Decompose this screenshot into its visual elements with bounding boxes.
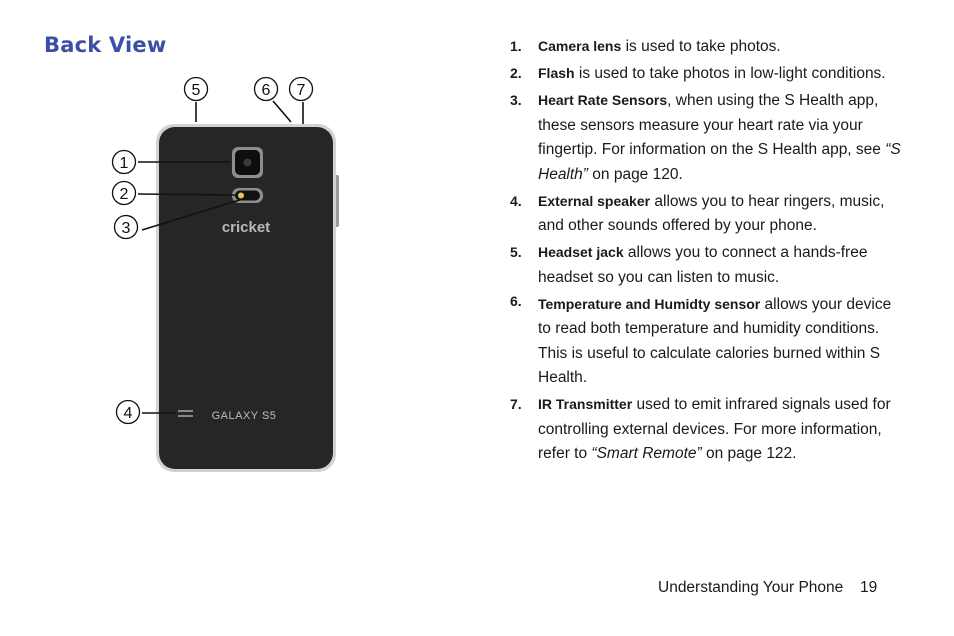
- item-number: 5.: [510, 244, 522, 260]
- flash: [238, 193, 244, 199]
- callout-6: [255, 78, 278, 101]
- item-text-after: on page 120.: [587, 165, 683, 183]
- item-number: 4.: [510, 192, 522, 209]
- leader-line-6: [273, 101, 291, 122]
- item-number: 7.: [510, 396, 522, 412]
- svg-text:4: 4: [123, 405, 133, 422]
- item-term: IR Transmitter: [538, 396, 633, 412]
- list-item: [506, 88, 906, 187]
- item-text: allows your device to read both temperature and humidity conditions. This is useful to calculate calories burned within S Health.: [538, 295, 892, 386]
- callout-5: [185, 78, 208, 101]
- item-term: Camera lens: [538, 38, 622, 54]
- item-text: allows you to hear ringers, music, and other sounds offered by your phone.: [538, 192, 885, 234]
- item-number: 3.: [510, 92, 522, 108]
- footer-page-number: 19: [860, 579, 878, 596]
- item-term: Heart Rate Sensors: [538, 92, 668, 108]
- component-list: [506, 34, 906, 468]
- page-title: Back View: [44, 33, 167, 57]
- item-term: Headset jack: [538, 244, 624, 260]
- item-text: , when using the S Health app, these sensors measure your heart rate via your fingertip. For information on the S Health app, see: [538, 92, 886, 158]
- item-text-after: on page 122.: [701, 445, 797, 462]
- list-item: [506, 392, 906, 467]
- brand-logo: cricket: [221, 219, 271, 236]
- item-number: 2.: [510, 65, 522, 81]
- callout-4: [117, 401, 140, 424]
- item-term: Temperature and Humidty sensor: [538, 295, 761, 312]
- item-term: Flash: [538, 65, 575, 81]
- cross-reference-link[interactable]: “Smart Remote”: [591, 445, 702, 462]
- item-text: is used to take photos.: [621, 38, 781, 55]
- item-number: 6.: [510, 292, 522, 309]
- item-term: External speaker: [538, 192, 651, 209]
- model-logo: GALAXY S5: [211, 410, 277, 422]
- callout-3: [115, 216, 138, 239]
- list-item: [506, 292, 906, 391]
- cross-reference-link[interactable]: “S Health”: [538, 141, 901, 183]
- svg-text:5: 5: [191, 82, 201, 99]
- svg-text:3: 3: [121, 220, 131, 237]
- item-text: used to emit infrared signals used for controlling external devices. For more information, refer to: [538, 396, 891, 462]
- callout-1: [113, 151, 136, 174]
- callout-2: [113, 182, 136, 205]
- footer-section-title: Understanding Your Phone: [658, 579, 844, 596]
- item-text: allows you to connect a hands-free headset so you can listen to music.: [538, 244, 868, 286]
- list-item: [506, 61, 906, 87]
- callout-7: [290, 78, 313, 101]
- svg-text:7: 7: [296, 82, 306, 99]
- svg-text:6: 6: [261, 82, 271, 99]
- leader-line-2: [138, 194, 236, 195]
- camera-lens-glass: [244, 159, 252, 167]
- list-item: [506, 189, 906, 239]
- svg-text:1: 1: [119, 155, 129, 172]
- list-item: [506, 240, 906, 290]
- list-item: [506, 34, 906, 60]
- svg-text:2: 2: [119, 186, 129, 203]
- item-number: 1.: [510, 38, 522, 54]
- item-text: is used to take photos in low-light conditions.: [574, 65, 886, 82]
